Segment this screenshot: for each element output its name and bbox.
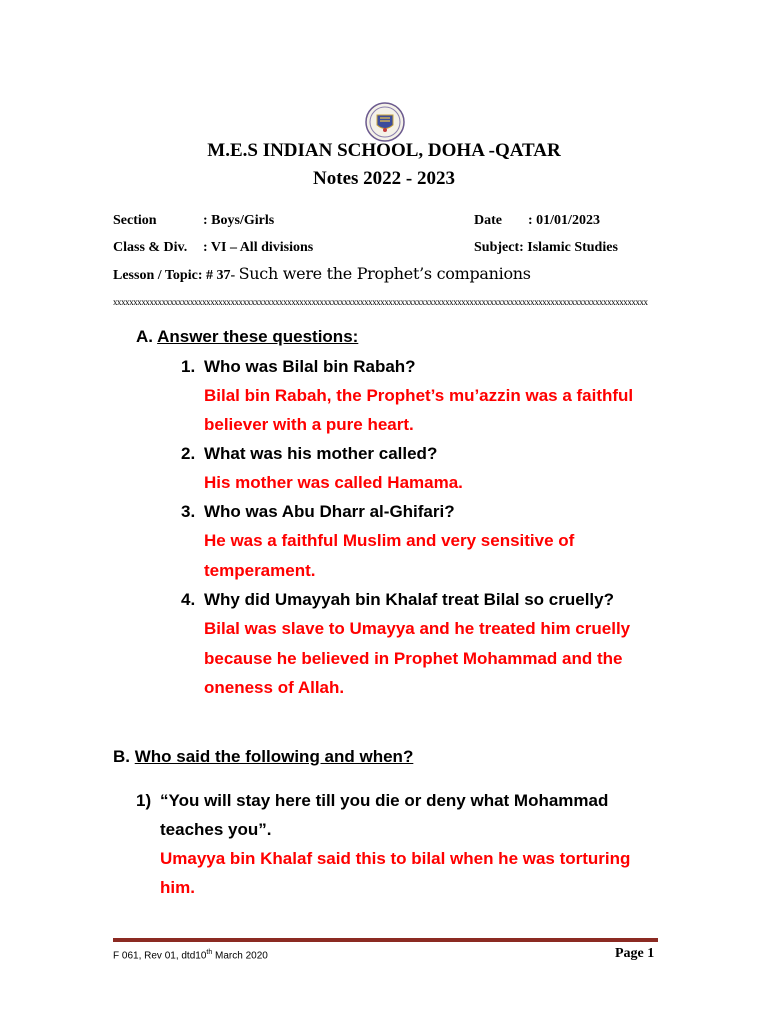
question-number: 4. <box>181 590 196 609</box>
question-text: Who was Abu Dharr al-Ghifari? <box>204 502 455 521</box>
lesson-title: Such were the Prophet’s companions <box>238 264 531 283</box>
quote-line: “You will stay here till you die or deny what Mohammad <box>160 791 609 810</box>
page-number: Page 1 <box>615 946 655 961</box>
quote-line: teaches you”. <box>160 820 272 839</box>
separator-line: xxxxxxxxxxxxxxxxxxxxxxxxxxxxxxxxxxxxxxxxxxxxxxxxxxxxxxxxxxxxxxxxxxxxxxxxxxxxxxxxxxxxxxxxxxxxxxxxxxxxxxxxxxxxxxxxxxxxxxxxxxxxxxxxxxxx <box>113 297 648 307</box>
school-name: M.E.S INDIAN SCHOOL, DOHA -QATAR <box>207 140 561 161</box>
notes-year: Notes 2022 - 2023 <box>313 168 455 189</box>
answer-line: oneness of Allah. <box>204 678 345 697</box>
question-text: Who was Bilal bin Rabah? <box>204 357 416 376</box>
footer-form-code <box>113 949 268 961</box>
section-a-title: Answer these questions: <box>157 327 359 346</box>
subject-label: Subject: Islamic Studies <box>474 240 618 255</box>
form-date: March 2020 <box>212 950 268 962</box>
answer-line: him. <box>160 878 195 897</box>
school-logo-icon <box>365 102 405 142</box>
question-text: Why did Umayyah bin Khalaf treat Bilal so cruelly? <box>204 590 614 609</box>
section-b-heading <box>113 747 413 767</box>
class-value: : VI – All divisions <box>203 240 314 255</box>
answer-line: Bilal was slave to Umayya and he treated him cruelly <box>204 619 631 638</box>
answer-line: temperament. <box>204 561 316 580</box>
date-value: : 01/01/2023 <box>528 213 600 228</box>
answer-line: Umayya bin Khalaf said this to bilal when he was torturing <box>160 849 631 868</box>
footer-divider <box>113 938 658 942</box>
quote-number: 1) <box>136 791 152 810</box>
date-label: Date <box>474 213 502 228</box>
section-b-prefix: B. <box>113 747 130 766</box>
section-a-prefix: A. <box>136 327 153 346</box>
form-code-sup: th <box>206 949 213 956</box>
answer-line: believer with a pure heart. <box>204 415 414 434</box>
answer-line: His mother was called Hamama. <box>204 473 463 492</box>
answer-line: Bilal bin Rabah, the Prophet’s mu’azzin was a faithful <box>204 386 634 405</box>
lesson-topic <box>113 264 531 284</box>
section-a-heading <box>136 327 358 347</box>
section-value: : Boys/Girls <box>203 213 275 228</box>
section-label: Section <box>113 213 157 228</box>
section-b-title: Who said the following and when? <box>134 747 414 766</box>
lesson-label: Lesson / Topic: # 37- <box>113 268 236 283</box>
form-code: F 061, Rev 01, dtd10 <box>113 950 207 962</box>
question-number: 1. <box>181 357 196 376</box>
answer-line: because he believed in Prophet Mohammad and the <box>204 649 623 668</box>
class-label: Class & Div. <box>113 240 188 255</box>
answer-line: He was a faithful Muslim and very sensitive of <box>204 531 575 550</box>
question-number: 2. <box>181 444 196 463</box>
question-number: 3. <box>181 502 196 521</box>
question-text: What was his mother called? <box>204 444 438 463</box>
